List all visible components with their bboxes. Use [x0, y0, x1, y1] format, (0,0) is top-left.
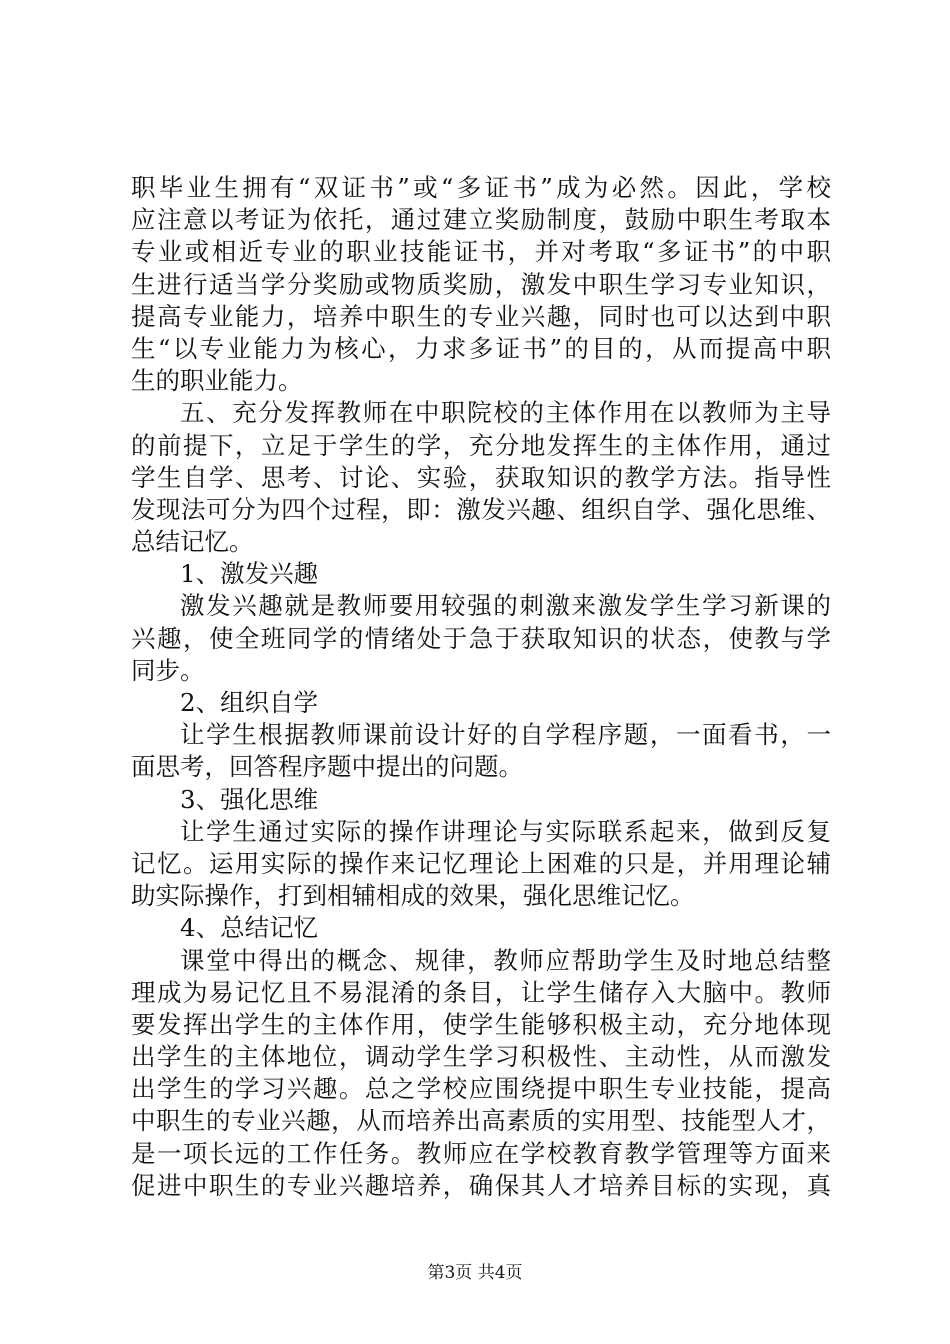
text-line: 出学生的主体地位，调动学生学习积极性、主动性，从而激发: [131, 1042, 831, 1072]
text-line: 应注意以考证为依托，通过建立奖励制度，鼓励中职生考取本: [131, 205, 831, 235]
text-line: 是一项长远的工作任务。教师应在学校教育教学管理等方面来: [131, 1138, 831, 1168]
subheading: 3、强化思维: [180, 784, 319, 814]
text-line: 专业或相近专业的职业技能证书，并对考取“多证书”的中职: [131, 237, 831, 267]
subheading: 1、激发兴趣: [180, 559, 319, 589]
text-line: 同步。: [131, 655, 205, 685]
text-line: 让学生通过实际的操作讲理论与实际联系起来，做到反复: [180, 816, 831, 846]
text-line: 助实际操作，打到相辅相成的效果，强化思维记忆。: [131, 881, 695, 911]
text-line: 发现法可分为四个过程，即：激发兴趣、组织自学、强化思维、: [131, 494, 831, 524]
page-number: 第3页 共4页: [427, 1263, 523, 1283]
text-line: 兴趣，使全班同学的情绪处于急于获取知识的状态，使教与学: [131, 623, 831, 653]
text-line: 生进行适当学分奖励或物质奖励，激发中职生学习专业知识，: [131, 269, 831, 299]
text-line: 生的职业能力。: [131, 366, 303, 396]
text-line: 的前提下，立足于学生的学，充分地发挥生的主体作用，通过: [131, 430, 831, 460]
text-line: 要发挥出学生的主体作用，使学生能够积极主动，充分地体现: [131, 1009, 831, 1039]
text-line: 理成为易记忆且不易混淆的条目，让学生储存入大脑中。教师: [131, 977, 831, 1007]
text-line: 提高专业能力，培养中职生的专业兴趣，同时也可以达到中职: [131, 301, 831, 331]
text-line: 学生自学、思考、讨论、实验，获取知识的教学方法。指导性: [131, 462, 831, 492]
text-line: 出学生的学习兴趣。总之学校应围绕提中职生专业技能，提高: [131, 1074, 831, 1104]
section-heading: 五、充分发挥教师在中职院校的主体作用在以教师为主导: [180, 398, 831, 428]
text-line: 让学生根据教师课前设计好的自学程序题，一面看书，一: [180, 720, 831, 750]
text-line: 中职生的专业兴趣，从而培养出高素质的实用型、技能型人才，: [131, 1106, 831, 1136]
text-line: 记忆。运用实际的操作来记忆理论上困难的只是，并用理论辅: [131, 848, 831, 878]
text-line: 生“以专业能力为核心，力求多证书”的目的，从而提高中职: [131, 333, 831, 363]
subheading: 4、总结记忆: [180, 913, 319, 943]
document-body: [131, 172, 831, 1202]
text-line: 促进中职生的专业兴趣培养，确保其人才培养目标的实现，真: [131, 1170, 831, 1200]
text-line: 课堂中得出的概念、规律，教师应帮助学生及时地总结整: [180, 945, 831, 975]
text-line: 总结记忆。: [131, 527, 254, 557]
text-line: 面思考，回答程序题中提出的问题。: [131, 752, 523, 782]
text-line: 激发兴趣就是教师要用较强的刺激来激发学生学习新课的: [180, 591, 831, 621]
subheading: 2、组织自学: [180, 688, 319, 717]
text-line: 职毕业生拥有“双证书”或“多证书”成为必然。因此，学校: [131, 173, 831, 202]
